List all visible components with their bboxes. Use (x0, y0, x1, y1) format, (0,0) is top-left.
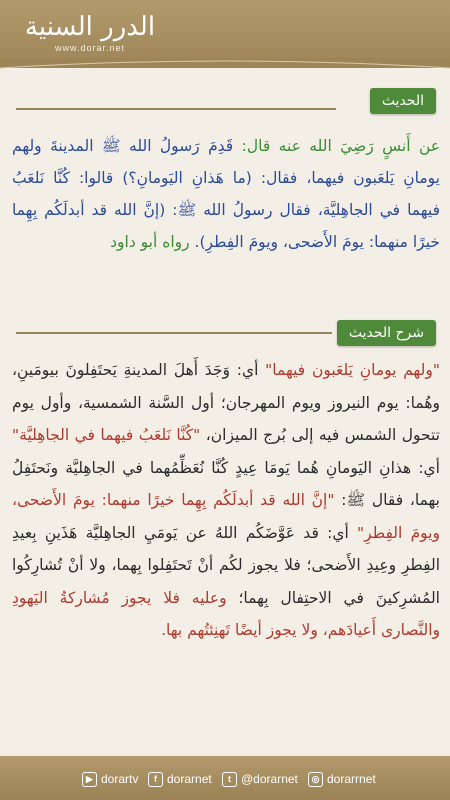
site-logo[interactable] (10, 12, 170, 56)
hadith-text (12, 130, 440, 258)
footer-bar (0, 756, 450, 800)
social-handle: @dorarnet (241, 772, 298, 786)
social-handle: dorarnet (167, 772, 212, 786)
instagram-icon: ◎ (308, 772, 323, 787)
hadith-divider (16, 108, 336, 110)
sharh-explain-3: أي: قد عَوَّضَكُم اللهُ عن يَومَيِ الجاهِليَّة هَذَينِ بِعيدِ الفِطرِ وعِيدِ الأَضحى؛ فلا يجوز لكُم أنْ تَحتَفِلوا بِهما، ولا أنْ تُشارِكُوا المُشرِكينَ في الاحتِفال بِهما؛ (12, 523, 440, 607)
facebook-icon: f (148, 772, 163, 787)
sharh-ruling: وعليه فلا يجوز مُشاركةُ اليَهودِ والنَّصارى أَعيادَهم، ولا يجوز أيضًا تَهنِئتُهم بها. (12, 588, 440, 639)
social-facebook[interactable] (148, 770, 212, 788)
sharh-quote-2: "كُنَّا نَلعَبُ فيهما في الجاهِليَّة" (12, 426, 201, 444)
hadith-source: رواه أبو داود (110, 233, 195, 251)
hadith-body: قَدِمَ رَسولُ الله ﷺ المدينةَ ولهم يومانِ يَلعَبون فيهما، فقال: (ما هَذانِ اليَومانِ؟) قالوا: كُنَّا نَلعَبُ فيهما في الجاهِليَّة، فقال رسولُ الله ﷺ: (إنَّ الله قد أبدلَكُم بِهِما خيرًا منهما: يومَ الأَضحى، ويومَ الفِطرِ). (12, 137, 440, 251)
logo-url: www.dorar.net (54, 43, 126, 53)
social-twitter[interactable] (222, 770, 298, 788)
sharh-divider (16, 332, 332, 334)
sharh-quote-1: "ولهم يومانِ يَلعَبون فيهما" (265, 361, 440, 379)
social-handle: dorartv (101, 772, 139, 786)
social-instagram[interactable] (308, 770, 376, 788)
sharh-quote-3: "إنَّ الله قد أبدلَكُم بِهِما خيرًا منهما: يومَ الأَضحى، ويومَ الفِطرِ" (12, 491, 440, 542)
social-youtube[interactable] (82, 770, 138, 788)
sharh-explain-2: أي: هذانِ اليَومانِ هُما يَومَا عِيدٍ كُنَّا نُعَظِّمُهما في الجاهِليَّة ونَحتَفِلُ بهما، فقال ﷺ: (12, 458, 440, 509)
hadith-section-label: الحديث (370, 88, 436, 114)
twitter-icon: t (222, 772, 237, 787)
hadith-narrator: عن أَنسٍ رَضِيَ الله عنه قال: (233, 137, 440, 155)
sharh-explain-1: أي: وَجَدَ أَهلَ المدينةِ يَحتَفِلونَ بيومَينِ، وهُما: يوم النيروز ويوم المهرجان؛ أول السَّنة الشمسية، وأول يوم تتحول الشمس فيه إلى بُرج الميزان، (12, 361, 440, 444)
sharh-text (12, 354, 440, 647)
header-curve (0, 58, 450, 88)
sharh-section-label: شرح الحديث (337, 320, 436, 346)
youtube-icon: ▶ (82, 772, 97, 787)
social-handle: dorarrnet (327, 772, 376, 786)
logo-title: الدرر السنية (24, 12, 156, 42)
